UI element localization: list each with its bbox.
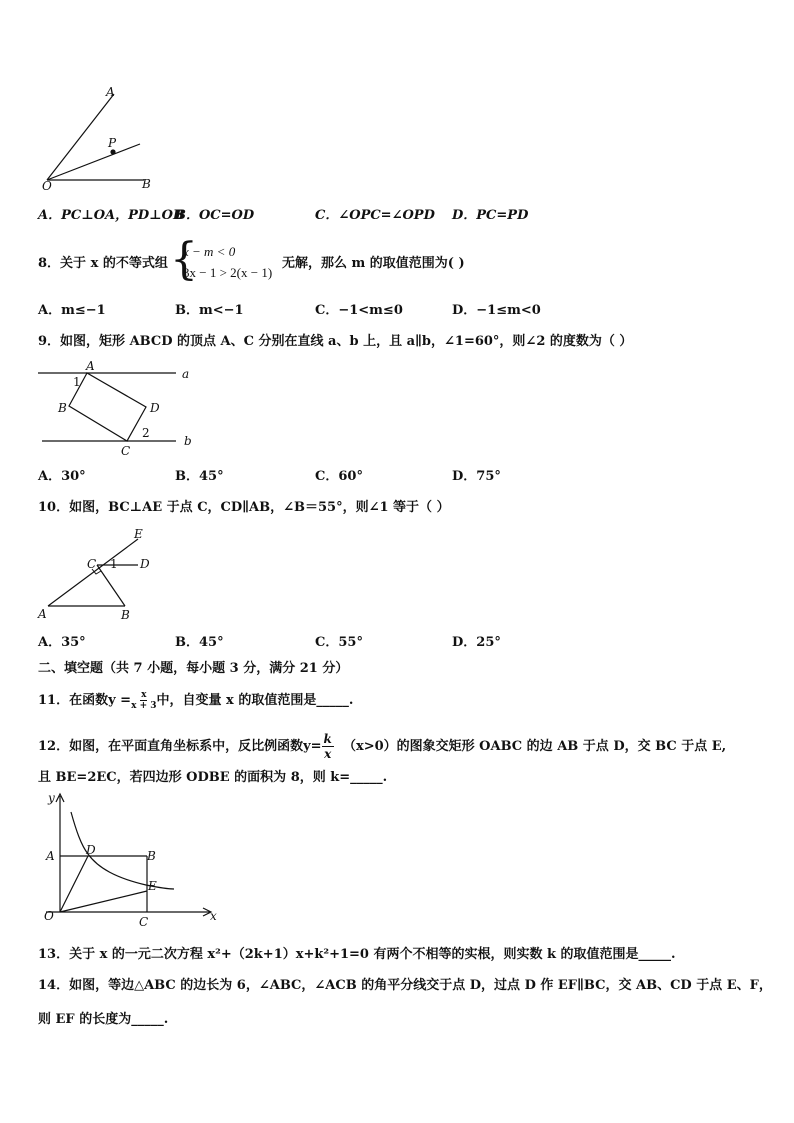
q8-option-c[interactable]: C．−1<m≤0 bbox=[315, 303, 403, 318]
q8-option-a[interactable]: A．m≤−1 bbox=[38, 303, 106, 318]
figure-q10 bbox=[36, 525, 176, 625]
point-P bbox=[110, 149, 115, 154]
q7-option-d[interactable]: D．PC=PD bbox=[452, 208, 529, 223]
q14-line1: 14．如图，等边△ABC 的边长为 6，∠ABC，∠ACB 的角平分线交于点 D，过点 D 作 EF∥BC，交 AB、CD 于点 E、F， bbox=[38, 978, 772, 993]
angle-2-label: 2 bbox=[142, 426, 150, 440]
q9-option-a[interactable]: A．30° bbox=[38, 469, 86, 484]
q12-numerator: k bbox=[323, 732, 332, 746]
label-A: A bbox=[46, 849, 55, 863]
q9-option-b[interactable]: B．45° bbox=[175, 469, 224, 484]
label-E: E bbox=[148, 879, 157, 893]
figure-q7 bbox=[36, 82, 166, 194]
figure-q12 bbox=[36, 790, 226, 930]
q14-line2: 则 EF 的长度为_____. bbox=[38, 1012, 169, 1027]
label-b: b bbox=[184, 434, 192, 448]
q13: 13．关于 x 的一元二次方程 x²+（2k+1）x+k²+1=0 有两个不相等的实根，则实数 k 的取值范围是_____. bbox=[38, 947, 676, 962]
label-D: D bbox=[150, 401, 160, 415]
system-brace: { bbox=[170, 234, 198, 285]
label-x: x bbox=[210, 909, 217, 923]
label-A: A bbox=[106, 85, 115, 99]
q8-suffix: 无解，那么 m 的取值范围为( ) bbox=[282, 256, 465, 271]
label-y: y bbox=[48, 791, 55, 805]
label-B: B bbox=[147, 849, 156, 863]
q7-option-b[interactable]: B．OC=OD bbox=[175, 208, 255, 223]
q8-inequality-2: 3x − 1 > 2(x − 1) bbox=[183, 265, 273, 280]
q11-prefix: 11．在函数y = bbox=[38, 693, 132, 708]
section-heading-fill-in: 二、填空题（共 7 小题，每小题 3 分，满分 21 分） bbox=[38, 661, 349, 676]
label-O: O bbox=[44, 909, 54, 923]
label-B: B bbox=[58, 401, 67, 415]
label-D: D bbox=[140, 557, 150, 571]
label-B: B bbox=[142, 177, 151, 191]
q12-suffix: （x>0）的图象交矩形 OABC 的边 AB 于点 D，交 BC 于点 E, bbox=[342, 739, 727, 754]
q9-option-c[interactable]: C．60° bbox=[315, 469, 363, 484]
angle-1-label: 1 bbox=[110, 557, 118, 571]
q11-denominator: x + 3 bbox=[131, 701, 157, 711]
q8-prefix: 8．关于 x 的不等式组 bbox=[38, 256, 168, 271]
q11 bbox=[38, 690, 353, 711]
label-E: E bbox=[134, 527, 143, 541]
segment-BC bbox=[97, 565, 125, 606]
label-C: C bbox=[87, 557, 97, 571]
q8-inequality-1: x − m < 0 bbox=[183, 244, 236, 259]
q8-option-d[interactable]: D．−1≤m<0 bbox=[452, 303, 541, 318]
label-C: C bbox=[121, 444, 131, 458]
q9-stem: 9．如图，矩形 ABCD 的顶点 A、C 分别在直线 a、b 上，且 a∥b，∠1=60°，则∠2 的度数为（ ） bbox=[38, 334, 633, 349]
q10-stem: 10．如图，BC⊥AE 于点 C，CD∥AB，∠B＝55°，则∠1 等于（ ） bbox=[38, 500, 450, 515]
line-AE bbox=[48, 539, 138, 606]
q12-fraction bbox=[322, 732, 334, 761]
q10-option-d[interactable]: D．25° bbox=[452, 635, 501, 650]
segment-OD bbox=[60, 856, 88, 912]
q11-suffix: 中，自变量 x 的取值范围是_____. bbox=[156, 693, 354, 708]
label-a: a bbox=[182, 367, 190, 381]
label-A: A bbox=[86, 359, 95, 373]
q11-fraction bbox=[131, 690, 156, 711]
q12-prefix: 12．如图，在平面直角坐标系中，反比例函数y= bbox=[38, 739, 322, 754]
q9-option-d[interactable]: D．75° bbox=[452, 469, 501, 484]
q12-line1 bbox=[38, 732, 726, 761]
q7-option-c[interactable]: C．∠OPC=∠OPD bbox=[315, 208, 435, 223]
label-P: P bbox=[108, 136, 117, 150]
label-C: C bbox=[139, 915, 149, 929]
q10-option-a[interactable]: A．35° bbox=[38, 635, 86, 650]
q12-line2: 且 BE=2EC，若四边形 ODBE 的面积为 8，则 k=_____. bbox=[38, 770, 388, 785]
q12-denominator: x bbox=[324, 747, 332, 761]
figure-q9 bbox=[36, 360, 206, 460]
q10-option-c[interactable]: C．55° bbox=[315, 635, 363, 650]
q7-option-a[interactable]: A．PC⊥OA，PD⊥OB bbox=[38, 208, 184, 223]
q8-option-b[interactable]: B．m<−1 bbox=[175, 303, 244, 318]
angle-1-label: 1 bbox=[73, 375, 81, 389]
segment-OE bbox=[60, 891, 147, 912]
label-D: D bbox=[86, 843, 96, 857]
label-O: O bbox=[42, 179, 52, 193]
label-A: A bbox=[38, 607, 47, 621]
label-B: B bbox=[121, 608, 130, 622]
q11-numerator: x bbox=[141, 690, 147, 700]
q10-option-b[interactable]: B．45° bbox=[175, 635, 224, 650]
